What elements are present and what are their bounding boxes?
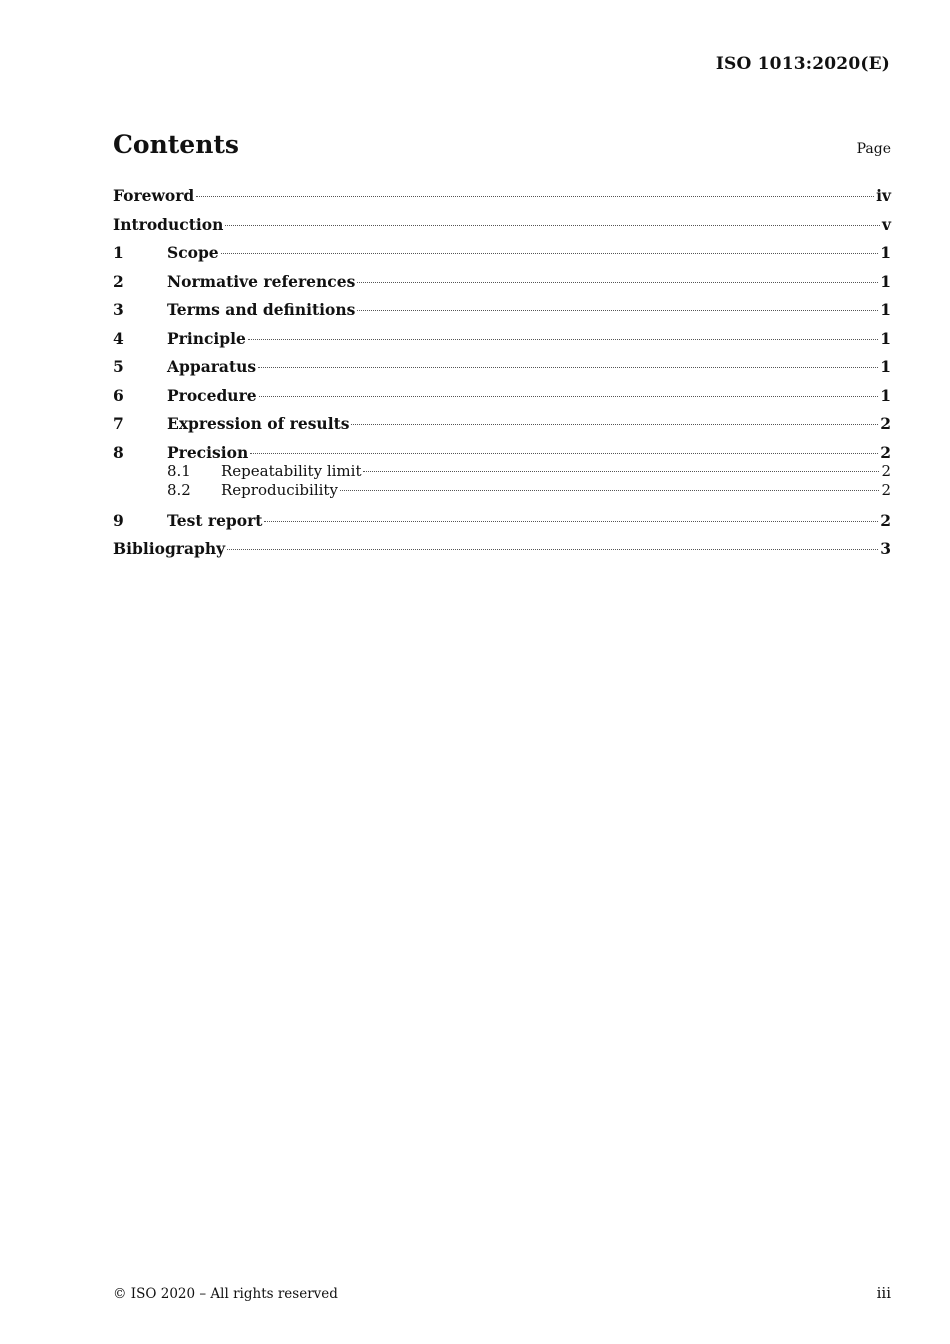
toc-entry-number: 8 xyxy=(113,442,124,462)
toc-entry-title: Precision xyxy=(167,442,249,462)
toc-entry-title: Apparatus xyxy=(167,357,257,376)
toc-entry-title: Repeatability limit xyxy=(221,461,362,480)
toc-entry-expression-of-results[interactable] xyxy=(113,412,891,441)
toc-entry-terms-and-definitions[interactable] xyxy=(113,298,891,327)
dot-leader xyxy=(363,471,879,472)
toc-entry-foreword[interactable] xyxy=(113,184,891,213)
dot-leader xyxy=(248,339,878,340)
toc-entry-page: 1 xyxy=(880,300,891,319)
dot-leader xyxy=(221,253,879,254)
dot-leader xyxy=(259,396,879,397)
dot-leader xyxy=(250,453,878,454)
toc-entry-page: 2 xyxy=(881,481,891,499)
toc-entry-title: Expression of results xyxy=(167,414,350,433)
toc-entry-introduction[interactable] xyxy=(113,213,891,242)
toc-entry-title: Test report xyxy=(167,510,263,530)
toc-entry-title: Reproducibility xyxy=(221,481,338,499)
page-footer xyxy=(113,1284,891,1302)
toc-entry-page: 1 xyxy=(880,243,891,262)
toc-entry-title: Normative references xyxy=(167,271,356,291)
toc-subentry-repeatability-limit[interactable] xyxy=(113,462,891,482)
toc-entry-test-report[interactable] xyxy=(113,509,891,538)
toc-entry-number: 4 xyxy=(113,328,124,348)
toc-entry-scope[interactable] xyxy=(113,241,891,270)
toc-entry-title: Scope xyxy=(167,243,219,262)
table-of-contents xyxy=(113,184,891,566)
dot-leader xyxy=(357,310,878,311)
toc-entry-principle[interactable] xyxy=(113,327,891,356)
toc-entry-apparatus[interactable] xyxy=(113,355,891,384)
toc-entry-title: Terms and definitions xyxy=(167,300,356,319)
toc-entry-number: 3 xyxy=(113,300,124,319)
toc-entry-page: 2 xyxy=(880,442,891,462)
toc-entry-title: Bibliography xyxy=(113,539,226,558)
toc-entry-number: 6 xyxy=(113,385,124,405)
toc-entry-page: 2 xyxy=(881,461,891,480)
toc-entry-number: 5 xyxy=(113,357,124,376)
document-id: ISO 1013:2020(E) xyxy=(715,54,890,74)
toc-entry-normative-references[interactable] xyxy=(113,270,891,299)
toc-entry-page: 1 xyxy=(880,271,891,291)
toc-entry-page: 2 xyxy=(880,414,891,433)
toc-entry-page: 1 xyxy=(880,385,891,405)
toc-entry-title: Principle xyxy=(167,328,246,348)
toc-entry-title: Foreword xyxy=(113,186,195,205)
toc-entry-number: 8.1 xyxy=(167,461,191,480)
toc-entry-number: 8.2 xyxy=(167,481,191,499)
toc-entry-page: 3 xyxy=(880,539,891,558)
dot-leader xyxy=(258,367,878,368)
toc-entry-page: v xyxy=(881,214,891,234)
contents-header xyxy=(113,130,891,159)
page-number: iii xyxy=(876,1284,891,1302)
toc-entry-number: 9 xyxy=(113,510,124,530)
dot-leader xyxy=(357,282,878,283)
dot-leader xyxy=(340,490,880,491)
toc-entry-title: Procedure xyxy=(167,385,257,405)
toc-entry-page: 1 xyxy=(880,328,891,348)
dot-leader xyxy=(227,549,878,550)
dot-leader xyxy=(225,225,880,226)
toc-subentry-reproducibility[interactable] xyxy=(113,481,891,501)
dot-leader xyxy=(196,196,874,197)
toc-entry-number: 1 xyxy=(113,243,124,262)
dot-leader xyxy=(264,521,878,522)
toc-entry-page: 1 xyxy=(880,357,891,376)
dot-leader xyxy=(351,424,878,425)
toc-entry-precision[interactable] xyxy=(113,441,891,462)
toc-entry-number: 2 xyxy=(113,271,124,291)
toc-entry-title: Introduction xyxy=(113,214,224,234)
copyright-notice: © ISO 2020 – All rights reserved xyxy=(113,1286,338,1302)
contents-title: Contents xyxy=(113,130,240,159)
toc-entry-number: 7 xyxy=(113,414,124,433)
toc-entry-procedure[interactable] xyxy=(113,384,891,413)
page-column-label: Page xyxy=(856,141,891,157)
toc-entry-page: iv xyxy=(876,186,891,205)
toc-entry-bibliography[interactable] xyxy=(113,537,891,566)
toc-entry-page: 2 xyxy=(880,510,891,530)
